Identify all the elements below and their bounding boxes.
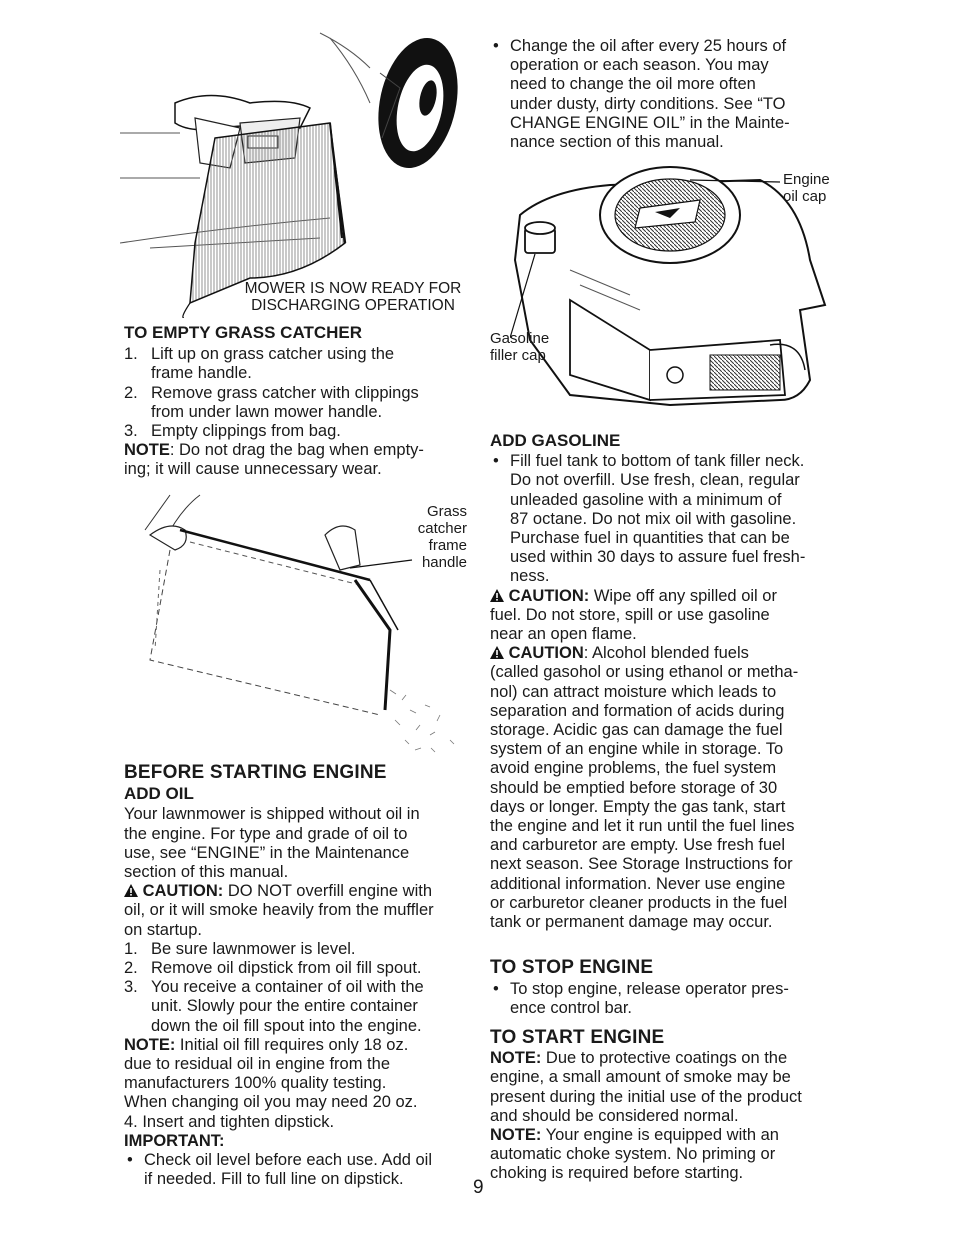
list-item: 1. Be sure lawnmower is level. bbox=[124, 939, 356, 958]
page-number: 9 bbox=[473, 1177, 484, 1198]
list-item: • Fill fuel tank to bottom of tank filler neck. Do not overfill. Use fresh, clean, regular unleaded gasoline with a minimum of 87 octane. Do not mix oil with gasoline. Purchase fuel in quantities that can be used within 30 days to assure fuel fresh- ness. bbox=[493, 452, 806, 586]
warning-icon bbox=[124, 884, 138, 897]
start-note-2: NOTE: Your engine is equipped with an bbox=[490, 1126, 779, 1145]
fig2-label-line1: Grass bbox=[426, 503, 467, 520]
warning-icon bbox=[490, 646, 504, 659]
before-start-section: BEFORE STARTING ENGINE ADD OIL Your lawnmower is shipped without oil in the engine. For type and grade of oil to use, see “ENGINE” in the Maintenance section of this manual. CAUTION: DO NOT overfill engine with oil, or it will smoke heavily from the muffler on startup. 1. Be sure lawnmower is level. 2. Remove oil dipstick from oil fill spout. 3. You receive a container of oil with the unit. Slowly pour the entire container down the oil fill spout into the engine. NOTE: Initial oil fill requires only 18 oz. due to residual oil in engine from the manufacturers 100% quality testing. When changing oil you may need 20 oz. 4. Insert and tighten dipstick. IMPORTANT: • Check oil level before each use. Add oil if needed. Fill to full line on dipstick. bbox=[124, 763, 474, 1189]
start-engine-title: TO START ENGINE bbox=[490, 1027, 665, 1048]
step-4: 4. Insert and tighten dipstick. bbox=[124, 1112, 335, 1131]
engine-illustration bbox=[510, 160, 830, 425]
stop-engine-title: TO STOP ENGINE bbox=[490, 957, 654, 978]
fig1-caption-line2: DISCHARGING OPERATION bbox=[251, 297, 455, 314]
list-item: 3. Empty clippings from bag. bbox=[124, 422, 341, 441]
before-start-title: BEFORE STARTING ENGINE bbox=[124, 762, 387, 783]
start-note-1: NOTE: Due to protective coatings on the bbox=[490, 1049, 788, 1068]
gasoline-cap-label-line2: filler cap bbox=[490, 347, 546, 364]
fig1-caption-line1: MOWER IS NOW READY FOR bbox=[244, 280, 462, 297]
oil-caution: CAUTION: DO NOT overfill engine with bbox=[124, 882, 474, 901]
list-item: 2. Remove grass catcher with clippings from under lawn mower handle. bbox=[124, 383, 419, 421]
list-item: • To stop engine, release operator pres- ence control bar. bbox=[493, 980, 789, 1018]
important-label: IMPORTANT: bbox=[124, 1131, 225, 1150]
list-item: • Check oil level before each use. Add oil if needed. Fill to full line on dipstick. bbox=[127, 1151, 433, 1189]
gasoline-cap-label-line1: Gasoline bbox=[490, 330, 550, 347]
fig2-label-line4: handle bbox=[421, 554, 467, 571]
add-gasoline-section: ADD GASOLINE • Fill fuel tank to bottom of tank filler neck. Do not overfill. Use fresh, clean, regular unleaded gasoline with a minimum of 87 octane. Do not mix oil with gasoline. Purchase fuel in quantities that can be used within 30 days to assure fuel fresh- ness. CAUTION: Wipe off any spilled oil or fuel. Do not store, spill or use gasoline near an open flame. CAUTION: Alcohol blended fuels (called gasohol or using ethanol or metha- nol) can attract moisture which leads to separation and formation of acids during storage. Acidic gas can damage the fuel system of an engine while in storage. To avoid engine problems, the fuel system should be emptied before storage of 30 days or longer. Empty the gas tank, start the engine and let it run until the fuel lines and carburetor are empty. Use fresh fuel next season. See Storage Instructions for additional information. Never use engine or carburetor cleaner products in the fuel tank or permanent damage may occur. bbox=[490, 431, 840, 932]
gas-caution-2: CAUTION: Alcohol blended fuels bbox=[490, 644, 840, 663]
mower-discharge-illustration bbox=[120, 28, 470, 318]
fig2-label-line3: frame bbox=[428, 537, 467, 554]
stop-engine-section bbox=[490, 958, 840, 1019]
gas-caution-1: CAUTION: Wipe off any spilled oil or bbox=[490, 587, 840, 606]
list-item: 1. Lift up on grass catcher using the frame handle. bbox=[124, 345, 395, 383]
list-item: 3. You receive a container of oil with the unit. Slowly pour the entire container down the oil fill spout into the engine. bbox=[124, 978, 424, 1035]
fig2-label-line2: catcher bbox=[417, 520, 467, 537]
oil-change-bullet: • Change the oil after every 25 hours of operation or each season. You may need to change the oil more often under dusty, dirty conditions. See “TO CHANGE ENGINE OIL” in the Mainte- nance section of this manual. bbox=[493, 37, 790, 152]
warning-icon bbox=[490, 589, 504, 602]
oil-note: NOTE: Initial oil fill requires only 18 oz. bbox=[124, 1035, 409, 1054]
add-gasoline-title: ADD GASOLINE bbox=[490, 431, 621, 450]
empty-catcher-title: TO EMPTY GRASS CATCHER bbox=[124, 323, 363, 342]
engine-oil-cap-label-line1: Engine bbox=[783, 171, 830, 188]
list-item: 2. Remove oil dipstick from oil fill spout. bbox=[124, 959, 422, 978]
empty-catcher-note: NOTE: Do not drag the bag when empty- bbox=[124, 441, 424, 460]
empty-catcher-section: TO EMPTY GRASS CATCHER 1. Lift up on grass catcher using the frame handle. 2. Remove grass catcher with clippings from under lawn mower handle. 3. Empty clippings from bag. NOTE: Do not drag the bag when empty- ing; it will cause unnecessary wear. bbox=[124, 323, 469, 480]
add-oil-title: ADD OIL bbox=[124, 784, 194, 804]
engine-oil-cap-label-line2: oil cap bbox=[783, 188, 827, 205]
start-engine-section: TO START ENGINE NOTE: Due to protective coatings on the engine, a small amount of smoke may be present during the initial use of the product and should be considered normal. NOTE: Your engine is equipped with an automatic choke system. No priming or choking is required before starting. bbox=[490, 1028, 840, 1184]
